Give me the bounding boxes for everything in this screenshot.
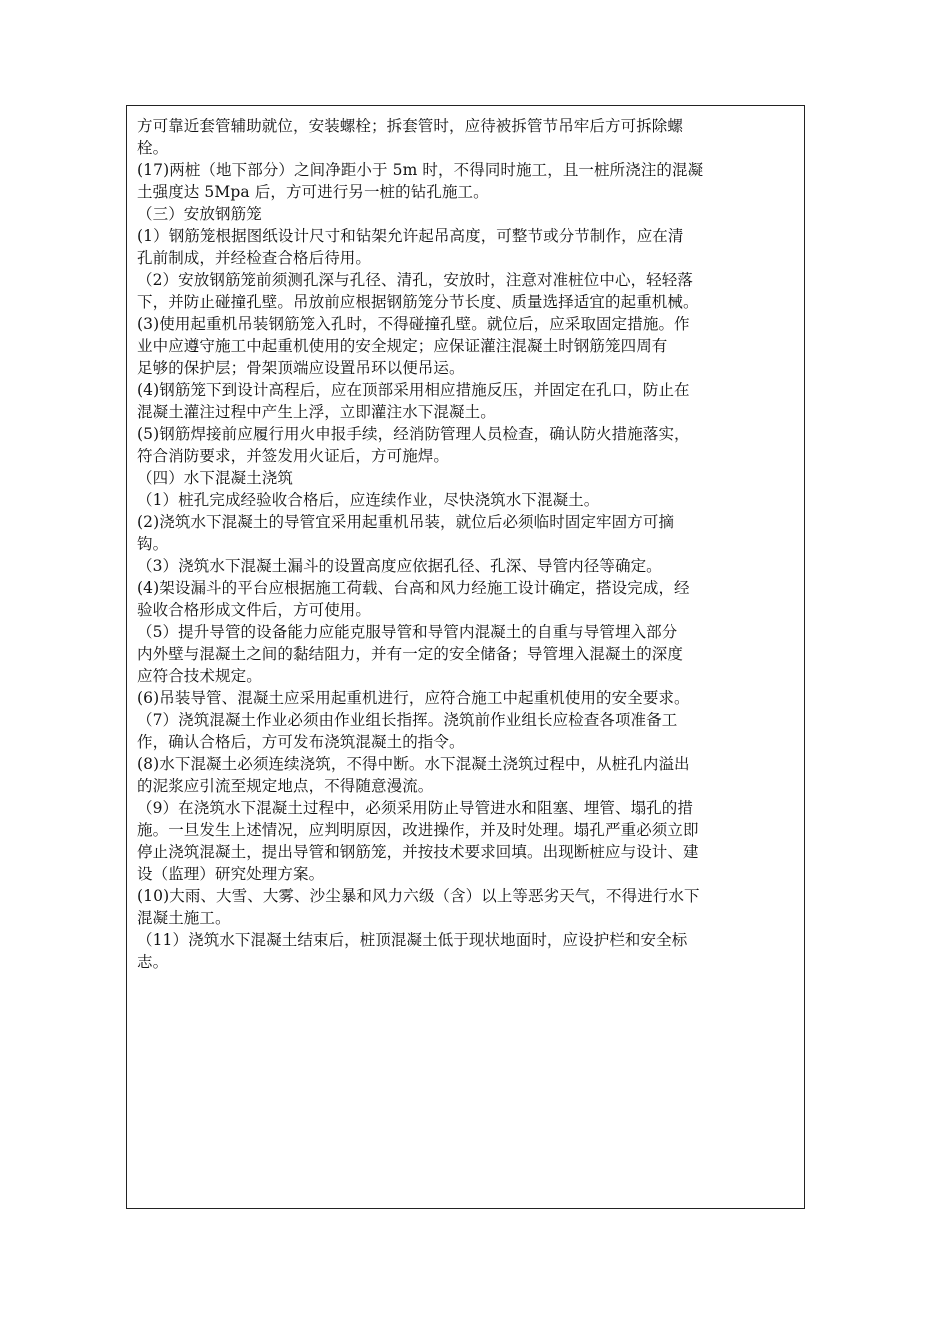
text-line: （11）浇筑水下混凝土结束后，桩顶混凝土低于现状地面时，应设护栏和安全标 bbox=[137, 931, 688, 949]
text-line: (4)钢筋笼下到设计高程后，应在顶部采用相应措施反压，并固定在孔口，防止在 bbox=[137, 381, 690, 399]
text-line: （7）浇筑混凝土作业必须由作业组长指挥。浇筑前作业组长应检查各项准备工 bbox=[137, 711, 678, 729]
text-line: 验收合格形成文件后，方可使用。 bbox=[137, 601, 372, 619]
text-line: （四）水下混凝土浇筑 bbox=[137, 469, 294, 487]
text-line: 应符合技术规定。 bbox=[137, 667, 262, 685]
text-line: (10)大雨、大雪、大雾、沙尘暴和风力六级（含）以上等恶劣天气，不得进行水下 bbox=[137, 887, 700, 905]
text-line: 方可靠近套管辅助就位，安装螺栓；拆套管时，应待被拆管节吊牢后方可拆除螺 bbox=[137, 117, 684, 135]
text-line: （1）桩孔完成经验收合格后，应连续作业，尽快浇筑水下混凝土。 bbox=[137, 491, 600, 509]
text-line: (1）钢筋笼根据图纸设计尺寸和钻架允许起吊高度，可整节或分节制作，应在清 bbox=[137, 227, 684, 245]
text-line: 业中应遵守施工中起重机使用的安全规定；应保证灌注混凝土时钢筋笼四周有 bbox=[137, 337, 668, 355]
text-line: （9）在浇筑水下混凝土过程中，必须采用防止导管进水和阻塞、埋管、塌孔的措 bbox=[137, 799, 693, 817]
text-line: (8)水下混凝土必须连续浇筑，不得中断。水下混凝土浇筑过程中，从桩孔内溢出 bbox=[137, 755, 690, 773]
text-line: (4)架设漏斗的平台应根据施工荷载、台高和风力经施工设计确定，搭设完成，经 bbox=[137, 579, 690, 597]
text-line: （3）浇筑水下混凝土漏斗的设置高度应依据孔径、孔深、导管内径等确定。 bbox=[137, 557, 662, 575]
text-line: 内外壁与混凝土之间的黏结阻力，并有一定的安全储备；导管埋入混凝土的深度 bbox=[137, 645, 684, 663]
text-line: (2)浇筑水下混凝土的导管宜采用起重机吊装，就位后必须临时固定牢固方可摘 bbox=[137, 513, 675, 531]
text-line: 施。一旦发生上述情况，应判明原因，改进操作，并及时处理。塌孔严重必须立即 bbox=[137, 821, 699, 839]
text-line: 栓。 bbox=[137, 139, 169, 157]
text-line: 作，确认合格后，方可发布浇筑混凝土的指令。 bbox=[137, 733, 465, 751]
text-line: 志。 bbox=[137, 953, 169, 971]
text-line: 混凝土灌注过程中产生上浮，立即灌注水下混凝土。 bbox=[137, 403, 496, 421]
document-frame bbox=[126, 105, 805, 1209]
text-line: 符合消防要求，并签发用火证后，方可施焊。 bbox=[137, 447, 450, 465]
text-line: 土强度达 5Mpa 后，方可进行另一桩的钻孔施工。 bbox=[137, 183, 489, 201]
text-line: (3)使用起重机吊装钢筋笼入孔时，不得碰撞孔壁。就位后，应采取固定措施。作 bbox=[137, 315, 690, 333]
text-line: 设（监理）研究处理方案。 bbox=[137, 865, 325, 883]
text-line: (17)两桩（地下部分）之间净距小于 5m 时，不得同时施工，且一桩所浇注的混凝 bbox=[137, 161, 704, 179]
text-line: （三）安放钢筋笼 bbox=[137, 205, 262, 223]
text-line: （2）安放钢筋笼前须测孔深与孔径、清孔，安放时，注意对准桩位中心，轻轻落 bbox=[137, 271, 693, 289]
text-line: (5)钢筋焊接前应履行用火申报手续，经消防管理人员检查，确认防火措施落实， bbox=[137, 425, 690, 443]
text-line: 下，并防止碰撞孔壁。吊放前应根据钢筋笼分节长度、质量选择适宜的起重机械。 bbox=[137, 293, 699, 311]
text-line: 停止浇筑混凝土，提出导管和钢筋笼，并按技术要求回填。出现断桩应与设计、建 bbox=[137, 843, 699, 861]
text-line: (6)吊装导管、混凝土应采用起重机进行，应符合施工中起重机使用的安全要求。 bbox=[137, 689, 690, 707]
text-line: 足够的保护层；骨架顶端应设置吊环以便吊运。 bbox=[137, 359, 465, 377]
text-line: 钩。 bbox=[137, 535, 169, 553]
text-line: （5）提升导管的设备能力应能克服导管和导管内混凝土的自重与导管埋入部分 bbox=[137, 623, 678, 641]
document-body bbox=[137, 115, 799, 973]
text-line: 混凝土施工。 bbox=[137, 909, 231, 927]
text-line: 的泥浆应引流至规定地点，不得随意漫流。 bbox=[137, 777, 434, 795]
text-line: 孔前制成，并经检查合格后待用。 bbox=[137, 249, 372, 267]
